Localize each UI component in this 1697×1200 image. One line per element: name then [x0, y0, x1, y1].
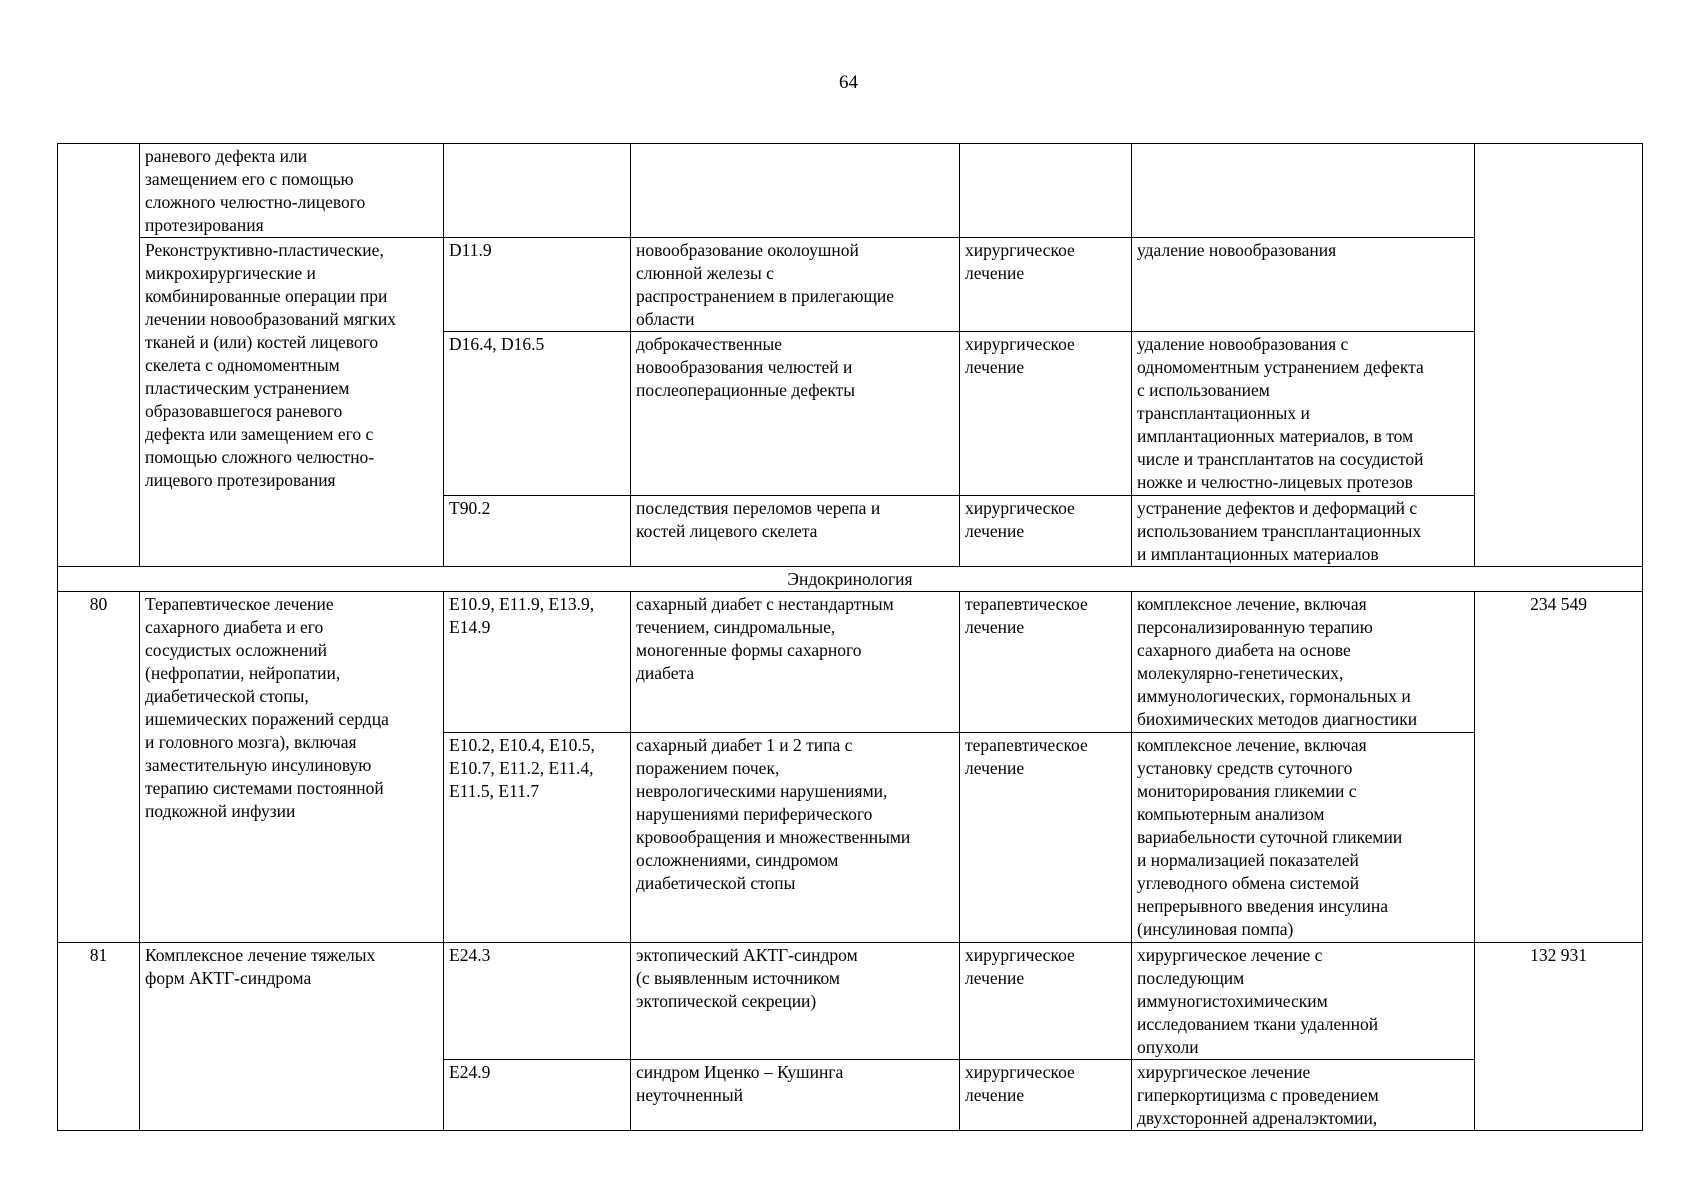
- method-cell: удаление новообразования: [1132, 238, 1475, 332]
- method-cell: удаление новообразования с одномоментным устранением дефекта с использованием трансплантационных и имплантационных материалов, в том числе и трансплантатов на сосудистой ножке и челюстно-лицевых протезов: [1132, 332, 1475, 496]
- diagnosis-cell: синдром Иценко – Кушинга неуточненный: [631, 1060, 960, 1131]
- diagnosis-cell: сахарный диабет с нестандартным течением, синдромальные, моногенные формы сахарного диабета: [631, 592, 960, 733]
- codes-cell: E10.2, E10.4, E10.5, E10.7, E11.2, E11.4, E11.5, E11.7: [444, 733, 631, 943]
- diagnosis-cell: сахарный диабет 1 и 2 типа с поражением почек, неврологическими нарушениями, нарушениями периферического кровообращения и множественными осложнениями, синдромом диабетической стопы: [631, 733, 960, 943]
- diagnosis-cell: эктопический АКТГ-синдром (с выявленным источником эктопической секреции): [631, 943, 960, 1060]
- diagnosis-cell: [631, 144, 960, 238]
- number-cell: 80: [58, 592, 140, 943]
- section-title: Эндокринология: [58, 567, 1643, 592]
- codes-cell: E10.9, E11.9, E13.9, E14.9: [444, 592, 631, 733]
- number-cell: 81: [58, 943, 140, 1131]
- method-cell: устранение дефектов и деформаций с использованием трансплантационных и имплантационных материалов: [1132, 496, 1475, 567]
- price-cell: 132 931: [1475, 943, 1643, 1131]
- treatment-type-cell: хирургическое лечение: [960, 238, 1132, 332]
- treatment-type-cell: хирургическое лечение: [960, 332, 1132, 496]
- number-cell: [58, 144, 140, 567]
- diagnosis-cell: доброкачественные новообразования челюстей и послеоперационные дефекты: [631, 332, 960, 496]
- treatment-type-cell: хирургическое лечение: [960, 1060, 1132, 1131]
- table-row: [58, 943, 1643, 1060]
- codes-cell: [444, 144, 631, 238]
- price-cell: 234 549: [1475, 592, 1643, 943]
- method-cell: комплексное лечение, включая персонализированную терапию сахарного диабета на основе молекулярно-генетических, иммунологических, гормональных и биохимических методов диагностики: [1132, 592, 1475, 733]
- table-row: [58, 238, 1643, 332]
- method-name-cell: раневого дефекта или замещением его с помощью сложного челюстно-лицевого протезирования: [140, 144, 444, 238]
- codes-cell: D16.4, D16.5: [444, 332, 631, 496]
- codes-cell: D11.9: [444, 238, 631, 332]
- page-number: 64: [839, 72, 858, 93]
- section-row: [58, 567, 1643, 592]
- diagnosis-cell: новообразование околоушной слюнной железы с распространением в прилегающие области: [631, 238, 960, 332]
- method-cell: хирургическое лечение гиперкортицизма с проведением двухсторонней адреналэктомии,: [1132, 1060, 1475, 1131]
- codes-cell: E24.9: [444, 1060, 631, 1131]
- diagnosis-cell: последствия переломов черепа и костей лицевого скелета: [631, 496, 960, 567]
- treatment-type-cell: терапевтическое лечение: [960, 592, 1132, 733]
- table-row: [58, 144, 1643, 238]
- method-cell: комплексное лечение, включая установку средств суточного мониторирования гликемии с компьютерным анализом вариабельности суточной гликемии и нормализацией показателей углеводного обмена системой непрерывного введения инсулина (инсулиновая помпа): [1132, 733, 1475, 943]
- treatment-type-cell: [960, 144, 1132, 238]
- price-cell: [1475, 144, 1643, 567]
- codes-cell: E24.3: [444, 943, 631, 1060]
- treatment-type-cell: хирургическое лечение: [960, 943, 1132, 1060]
- treatment-type-cell: терапевтическое лечение: [960, 733, 1132, 943]
- method-name-cell: Комплексное лечение тяжелых форм АКТГ-синдрома: [140, 943, 444, 1131]
- method-name-cell: Реконструктивно-пластические, микрохирургические и комбинированные операции при лечении новообразований мягких тканей и (или) костей лицевого скелета с одномоментным пластическим устранением образовавшегося раневого дефекта или замещением его с помощью сложного челюстно- лицевого протезирования: [140, 238, 444, 567]
- treatment-type-cell: хирургическое лечение: [960, 496, 1132, 567]
- medical-services-table: [57, 143, 1643, 1131]
- codes-cell: T90.2: [444, 496, 631, 567]
- method-cell: хирургическое лечение с последующим иммуногистохимическим исследованием ткани удаленной опухоли: [1132, 943, 1475, 1060]
- method-name-cell: Терапевтическое лечение сахарного диабета и его сосудистых осложнений (нефропатии, нейропатии, диабетической стопы, ишемических поражений сердца и головного мозга), включая заместительную инсулиновую терапию системами постоянной подкожной инфузии: [140, 592, 444, 943]
- method-cell: [1132, 144, 1475, 238]
- table-row: [58, 592, 1643, 733]
